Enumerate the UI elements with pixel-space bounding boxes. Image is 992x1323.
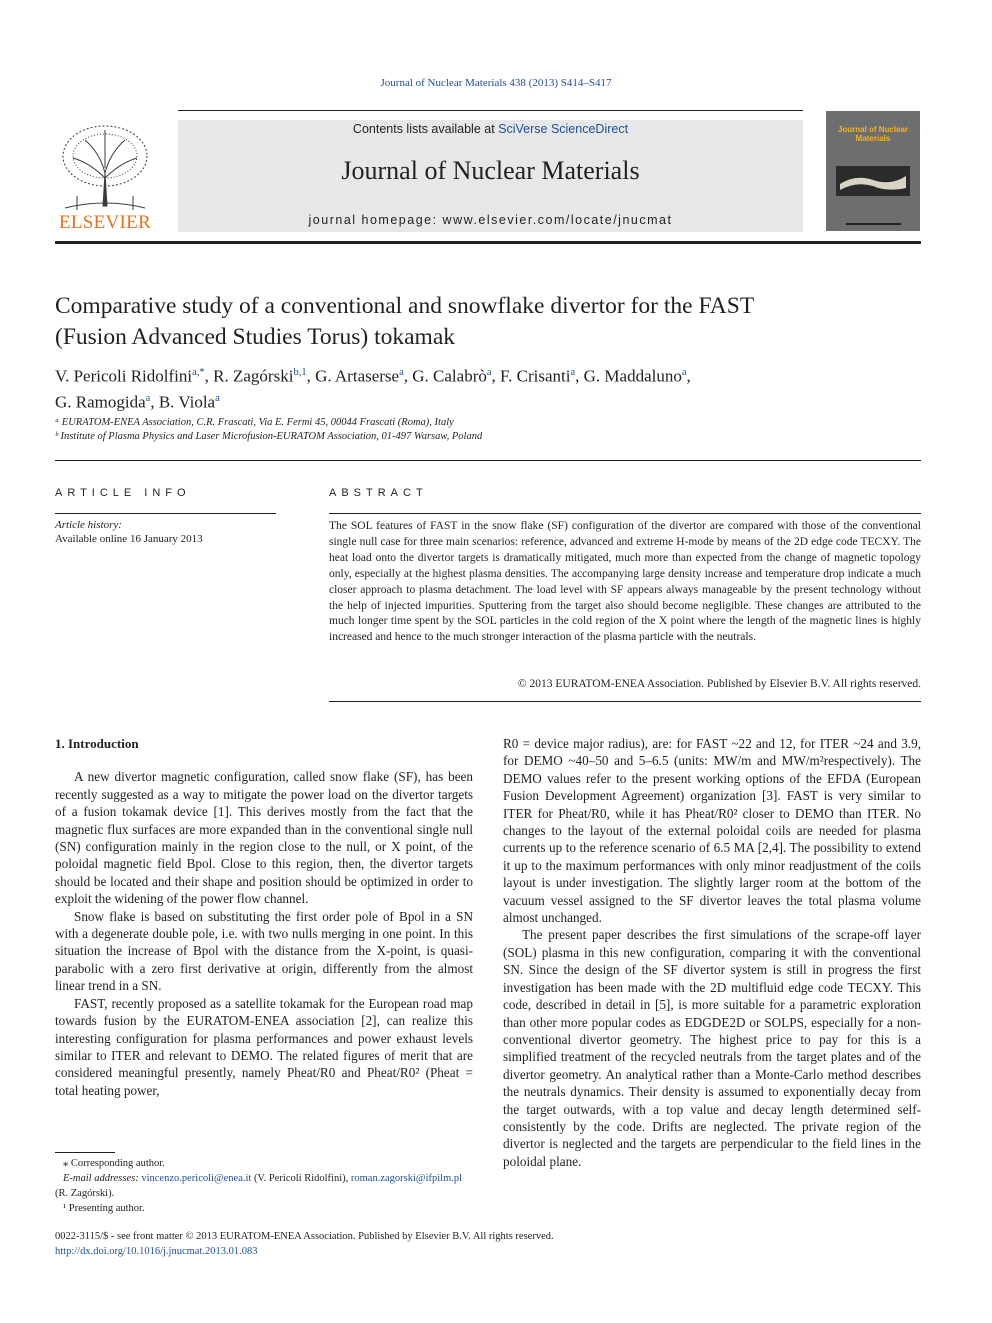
article-info-heading: ARTICLE INFO bbox=[55, 487, 191, 499]
author-separator: , bbox=[306, 366, 316, 386]
author-list bbox=[55, 362, 925, 413]
header-rule bbox=[178, 110, 803, 111]
author-affil-marker[interactable]: a bbox=[145, 392, 151, 404]
author-affil-marker[interactable]: a bbox=[570, 367, 576, 378]
affiliation-b: ᵇ Institute of Plasma Physics and Laser Microfusion-EURATOM Association, 01-497 Warsaw, Poland bbox=[55, 431, 483, 442]
contents-line bbox=[178, 122, 803, 136]
section-heading: 1. Introduction bbox=[55, 736, 139, 751]
journal-header-band bbox=[178, 120, 803, 232]
author-name[interactable]: V. Pericoli Ridolfini bbox=[55, 366, 193, 386]
author-name[interactable]: G. Ramogida bbox=[55, 392, 146, 412]
affiliation-a: ᵃ EURATOM-ENEA Association, C.R. Frascati, Via E. Fermi 45, 00044 Frascati (Roma), Italy bbox=[55, 417, 454, 428]
elsevier-wordmark[interactable]: ELSEVIER bbox=[58, 212, 152, 233]
footer-issn: 0022-3115/$ - see front matter © 2013 EURATOM-ENEA Association. Published by Elsevier B.V. All rights reserved. bbox=[55, 1231, 554, 1242]
author-name[interactable]: R. Zagórski bbox=[213, 366, 294, 386]
paragraph: R0 = device major radius), are: for FAST ~22 and 12, for ITER ~24 and 3.9, for DEMO ~40–50 and 5–6.5 (units: MW/m and MW/m²respectively). The DEMO values refer to the present working options of the EFDA (European Fusion Development Agreement) organization [3]. FAST is very similar to ITER for Pheat/R0, while it has Pheat/R0² closer to DEMO than ITER. No changes to the layout of the external poloidal coils are needed for plasma currents up to the reference scenario of 6.5 MA [2,4]. The possibility to extend it up to the maximum performances with only minor readjustment of the coils layout is under investigation. The slightly larger room at the bottom of the vacuum vessel assigned to the SF divertor leaves the total plasma volume almost unchanged. bbox=[503, 736, 921, 926]
email-owner: (V. Pericoli Ridolfini), bbox=[251, 1173, 351, 1184]
contents-prefix: Contents lists available at bbox=[352, 122, 499, 136]
affiliation-rule bbox=[55, 460, 921, 461]
abstract-heading: ABSTRACT bbox=[329, 487, 428, 499]
cover-title: Journal of Nuclear Materials bbox=[837, 125, 909, 143]
author-affil-marker[interactable]: a bbox=[215, 392, 220, 404]
author-line-1 bbox=[55, 362, 925, 388]
author-separator: , bbox=[204, 366, 214, 386]
title-line-2: (Fusion Advanced Studies Torus) tokamak bbox=[55, 324, 455, 350]
sciencedirect-link[interactable]: SciVerse ScienceDirect bbox=[498, 122, 629, 136]
email-link[interactable]: vincenzo.pericoli@enea.it bbox=[141, 1173, 252, 1184]
footnote-emails bbox=[55, 1171, 473, 1201]
author-affil-marker[interactable]: a,* bbox=[192, 367, 205, 378]
history-label: Article history: bbox=[55, 519, 122, 531]
author-affil-marker[interactable]: a bbox=[681, 367, 687, 378]
email-owner: (R. Zagórski). bbox=[55, 1188, 115, 1199]
email-link[interactable]: roman.zagorski@ifpilm.pl bbox=[350, 1173, 463, 1184]
author-separator: , bbox=[491, 366, 501, 386]
paragraph: FAST, recently proposed as a satellite tokamak for the European road map towards fusion by the EURATOM-ENEA association [2], can realize this interesting configuration for plasma performances and power exhaust levels similar to ITER and relevant to DEMO. The related figures of merit that are considered meaningful presently, namely Pheat/R0 and Pheat/R0² (Pheat = total heating power, bbox=[55, 995, 473, 1098]
author-line-2 bbox=[55, 388, 925, 414]
right-column bbox=[503, 735, 921, 1170]
header-thick-rule bbox=[55, 241, 921, 244]
doi-link[interactable]: http://dx.doi.org/10.1016/j.jnucmat.2013.01.083 bbox=[55, 1246, 258, 1257]
author-affil-marker[interactable]: a bbox=[399, 367, 404, 378]
author-name[interactable]: G. Calabrò bbox=[412, 366, 487, 386]
paragraph: The present paper describes the first simulations of the scrape-off layer (SOL) plasma in this new configuration, comparing it with the conventional SN. Since the design of the SF divertor system is still in progress the first investigation has been made with the 2D multifluid edge code TECXY. This code, described in detail in [5], is more suitable for a parametric exploration than other more popular codes as EDGDE2D or SOLPS, especially for a non-conventional divertor geometry. The highest price to pay for this is a simplified treatment of the recycled neutrals from the target plates and of the divertor geometry. An analytical rather than a Monte-Carlo method describes the neutrals dynamics. Their density is assumed to exponentially decay from the target outwards, with a top value and decay length determined self-consistently by the code. Drifts are neglected. The private region of the divertor is neglected and the targets are perpendicular to the field lines in the poloidal plane. bbox=[503, 927, 921, 1169]
author-affil-marker[interactable]: a bbox=[486, 367, 492, 378]
left-column bbox=[55, 735, 473, 1099]
author-name[interactable]: F. Crisanti bbox=[500, 366, 571, 386]
cover-illustration bbox=[836, 166, 910, 196]
abstract-text: The SOL features of FAST in the snow flake (SF) configuration of the divertor are compared with those of the conventional single null case for three main scenarios: reference, advanced and extreme H-mode by means of the 2D edge code TECXY. The heat load onto the divertor targets is dramatically mitigated, much more than expected from the change of magnetic topology only, especially at the highest plasma densities. The accompanying large density increase and temperature drop indicate a much closer approach to plasma detachment. The load level with SF appears always manageable by the present technology without the help of injected impurities. Sputtering from the target also should become negligible. These changes are attributed to the much longer time spent by the SOL particles in the cold region of the X point where the length of the magnetic lines is highly increased and hence to the much stronger interaction of the plasma particle with the neutrals. bbox=[329, 520, 921, 644]
author-name[interactable]: G. Maddaluno bbox=[583, 366, 682, 386]
author-separator: , bbox=[403, 366, 413, 386]
author-separator: , bbox=[150, 392, 159, 412]
email-label: E-mail addresses: bbox=[63, 1173, 142, 1184]
abstract-rule bbox=[329, 513, 921, 514]
history-value: Available online 16 January 2013 bbox=[55, 533, 203, 545]
title-line-1: Comparative study of a conventional and snowflake divertor for the FAST bbox=[55, 293, 755, 319]
footnote-rule bbox=[55, 1152, 115, 1153]
journal-name: Journal of Nuclear Materials bbox=[341, 156, 640, 185]
cover-barcode bbox=[846, 223, 901, 225]
journal-cover-image[interactable] bbox=[826, 111, 920, 231]
footnote-corresponding: ⁎ Corresponding author. bbox=[63, 1158, 165, 1169]
paragraph: Snow flake is based on substituting the first order pole of Bpol in a SN with a degenerate double pole, i.e. with two nulls merging in one point. In this situation the increase of Bpol with the distance from the X-point, is quasi-parabolic with a zero first derivative at origin, differently from the almost linear trend in a SN. bbox=[55, 908, 473, 994]
journal-citation[interactable]: Journal of Nuclear Materials 438 (2013) S414–S417 bbox=[380, 77, 612, 89]
article-info-rule bbox=[55, 513, 276, 514]
paragraph: A new divertor magnetic configuration, called snow flake (SF), has been recently suggested as a way to mitigate the power load on the divertor targets of a fusion tokamak device [1]. This derives mostly from the fact that the magnetic flux surfaces are more expanded than in the conventional single null (SN) configuration mainly in the region close to the null, or X point, of the poloidal magnetic field Bpol. Close to this region, then, the divertor targets should be located and their shape and position should be optimized in order to exploit the widening of the power flow channel. bbox=[55, 769, 473, 907]
author-name[interactable]: G. Artaserse bbox=[315, 366, 400, 386]
journal-homepage[interactable]: journal homepage: www.elsevier.com/locate/jnucmat bbox=[308, 213, 673, 227]
author-separator: , bbox=[686, 366, 691, 386]
abstract-copyright: © 2013 EURATOM-ENEA Association. Published by Elsevier B.V. All rights reserved. bbox=[517, 678, 921, 690]
author-name[interactable]: B. Viola bbox=[158, 392, 216, 412]
abstract-bottom-rule bbox=[329, 701, 921, 702]
article-title bbox=[55, 291, 935, 353]
author-separator: , bbox=[575, 366, 584, 386]
author-affil-marker[interactable]: b,1 bbox=[293, 367, 307, 378]
footnote-presenting: ¹ Presenting author. bbox=[63, 1203, 145, 1214]
